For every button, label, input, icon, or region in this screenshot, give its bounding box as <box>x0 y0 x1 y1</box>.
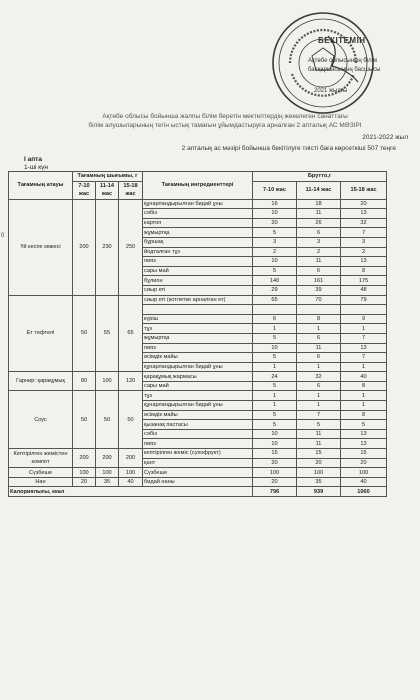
approval-stamp <box>258 6 418 126</box>
brutto-value: 15 <box>297 449 341 459</box>
calories-value: 796 <box>253 487 297 497</box>
brutto-value: 100 <box>341 468 387 478</box>
yield-age-header: 15-18 жас <box>119 181 143 199</box>
brutto-value: 8 <box>341 410 387 420</box>
calories-value: 1060 <box>341 487 387 497</box>
brutto-value: 1 <box>253 324 297 334</box>
ingredient-name: пияз <box>143 343 253 353</box>
table-row <box>9 477 387 487</box>
brutto-value: 24 <box>253 372 297 382</box>
ingredient-name: сиыр еті (котлетке арналған ет) <box>143 295 253 305</box>
brutto-value: 11 <box>297 429 341 439</box>
dish-yield: 50 <box>73 391 96 449</box>
brutto-value: 16 <box>253 199 297 209</box>
brutto-value: 18 <box>297 199 341 209</box>
approval-line: басқармасының басшысы <box>308 67 381 73</box>
dish-yield: 200 <box>73 449 96 468</box>
brutto-value: 70 <box>297 295 341 305</box>
ingredient-name: йодталған тұз <box>143 247 253 257</box>
brutto-value: 26 <box>297 218 341 228</box>
brutto-value: 2 <box>341 247 387 257</box>
brutto-value: 48 <box>341 285 387 295</box>
ingredient-name: сары май <box>143 381 253 391</box>
dish-yield: 200 <box>96 449 119 468</box>
brutto-value: 140 <box>253 276 297 286</box>
brutto-value: 10 <box>253 429 297 439</box>
yield-header: Тағамның шығымы, г <box>73 172 143 182</box>
ingredient-name: сәбіз <box>143 209 253 219</box>
brutto-value: 5 <box>253 228 297 238</box>
brutto-value: 100 <box>253 468 297 478</box>
ingredient-name: пияз <box>143 439 253 449</box>
dish-yield: 80 <box>73 372 96 391</box>
ingredient-name: сары май <box>143 266 253 276</box>
brutto-value: 5 <box>253 266 297 276</box>
ingredient-name: тұз <box>143 391 253 401</box>
brutto-value: 13 <box>341 439 387 449</box>
ingredient-name: жұмыртқа <box>143 333 253 343</box>
table-row <box>9 468 387 478</box>
ingredient-name: жұмыртқа <box>143 228 253 238</box>
ingredient-name: тұз <box>143 324 253 334</box>
total-row <box>9 487 387 497</box>
calories-label: Калориялығы, ккал <box>9 487 253 497</box>
brutto-header: Брутто,г <box>253 172 387 182</box>
brutto-value: 65 <box>253 295 297 305</box>
margin-mark: 0 <box>1 233 5 239</box>
ingredient-name: күріш <box>143 314 253 324</box>
brutto-value: 5 <box>253 381 297 391</box>
brutto-value: 9 <box>341 314 387 324</box>
brutto-value: 8 <box>341 266 387 276</box>
brutto-value: 7 <box>297 410 341 420</box>
yield-age-header: 11-14 жас <box>96 181 119 199</box>
brutto-value: 11 <box>297 439 341 449</box>
brutto-value: 1 <box>297 324 341 334</box>
dish-yield: 230 <box>96 199 119 295</box>
brutto-value <box>341 305 387 315</box>
dish-name: Гарнир: қарақұмық <box>9 372 73 391</box>
document-title-line2: білім алушыларының тегін ыстық тамағын ұйымдастыруға арналған 2 апталық АС МӘЗІРІ <box>88 122 362 129</box>
brutto-value: 11 <box>297 343 341 353</box>
brutto-value: 175 <box>341 276 387 286</box>
brutto-value: 13 <box>341 429 387 439</box>
dish-name: Үй кеспе көжесі <box>9 199 73 295</box>
brutto-value: 6 <box>297 266 341 276</box>
dish-yield: 50 <box>73 295 96 372</box>
brutto-value: 7 <box>341 353 387 363</box>
table-row <box>9 199 387 209</box>
ingredient-name: өсімдік майы <box>143 353 253 363</box>
brutto-value: 1 <box>253 362 297 372</box>
calories-value: 939 <box>297 487 341 497</box>
brutto-value: 32 <box>341 218 387 228</box>
brutto-value: 100 <box>297 468 341 478</box>
dish-name: Ет тефтелі <box>9 295 73 372</box>
brutto-value: 1 <box>341 401 387 411</box>
brutto-value: 11 <box>297 257 341 267</box>
brutto-value: 1 <box>341 324 387 334</box>
brutto-value: 15 <box>253 449 297 459</box>
brutto-value: 1 <box>253 391 297 401</box>
brutto-value: 7 <box>341 333 387 343</box>
brutto-value: 1 <box>341 362 387 372</box>
ingredient-name: картоп <box>143 218 253 228</box>
brutto-value: 6 <box>297 381 341 391</box>
brutto-value: 11 <box>297 209 341 219</box>
brutto-value: 1 <box>297 362 341 372</box>
brutto-value: 5 <box>341 420 387 430</box>
ingredient-name: пияз <box>143 257 253 267</box>
brutto-value: 13 <box>341 257 387 267</box>
ingredient-name: қант <box>143 458 253 468</box>
brutto-value: 1 <box>253 401 297 411</box>
ingredient-name <box>143 305 253 315</box>
approval-title: БЕКІТЕМІН <box>318 36 366 45</box>
ingredient-name: сәбіз <box>143 429 253 439</box>
brutto-value: 20 <box>341 199 387 209</box>
brutto-age-header: 11-14 жас <box>297 181 341 199</box>
brutto-value: 29 <box>253 285 297 295</box>
brutto-value: 5 <box>297 420 341 430</box>
brutto-value <box>253 305 297 315</box>
document-year: 2021-2022 жыл <box>362 134 408 141</box>
dish-yield: 100 <box>96 468 119 478</box>
table-row <box>9 449 387 459</box>
brutto-age-header: 15-18 жас <box>341 181 387 199</box>
brutto-value: 10 <box>253 257 297 267</box>
brutto-value: 20 <box>341 458 387 468</box>
brutto-value: 32 <box>297 372 341 382</box>
brutto-value: 3 <box>297 237 341 247</box>
price-note: 2 апталық ас мәзірі бойынша бекітілуге тиісті баға көрсеткіші 507 теңге <box>181 145 396 152</box>
dish-name: Кептірілген жемістен компот <box>9 449 73 468</box>
brutto-value: 1 <box>297 391 341 401</box>
brutto-value: 13 <box>341 343 387 353</box>
ingredient-name: Сүзбеше <box>143 468 253 478</box>
ingredient-name: бұршақ <box>143 237 253 247</box>
brutto-value: 6 <box>297 353 341 363</box>
ingredient-name: құнарландырылған бидай ұны <box>143 401 253 411</box>
dish-yield: 20 <box>73 477 96 487</box>
table-row <box>9 391 387 401</box>
brutto-value: 161 <box>297 276 341 286</box>
dish-yield: 35 <box>96 477 119 487</box>
ingredient-name: бұлион <box>143 276 253 286</box>
brutto-value: 10 <box>253 209 297 219</box>
brutto-value: 8 <box>297 314 341 324</box>
ingredient-name: қарақұмық жармасы <box>143 372 253 382</box>
dish-yield: 65 <box>119 295 143 372</box>
dish-name-header: Тағамның атауы <box>9 172 73 200</box>
week-label: I апта <box>24 156 42 163</box>
ingredient-name: сиыр еті <box>143 285 253 295</box>
ingredient-name: бидай наны <box>143 477 253 487</box>
brutto-value: 1 <box>297 401 341 411</box>
brutto-value: 5 <box>253 333 297 343</box>
table-row <box>9 295 387 305</box>
brutto-value: 3 <box>253 237 297 247</box>
dish-yield: 50 <box>96 391 119 449</box>
brutto-value: 5 <box>253 353 297 363</box>
ingredients-header: Тағамның ингредиенттері <box>143 172 253 200</box>
brutto-value: 7 <box>341 228 387 238</box>
brutto-value: 10 <box>253 343 297 353</box>
dish-name: Соус <box>9 391 73 449</box>
dish-yield: 100 <box>73 468 96 478</box>
brutto-value: 5 <box>253 420 297 430</box>
brutto-value: 5 <box>253 410 297 420</box>
menu-table <box>8 171 387 497</box>
day-label: 1-ші күн <box>24 164 48 171</box>
brutto-value: 10 <box>253 439 297 449</box>
brutto-value: 6 <box>297 333 341 343</box>
dish-name: Нан <box>9 477 73 487</box>
brutto-value: 6 <box>253 314 297 324</box>
brutto-value: 20 <box>297 458 341 468</box>
brutto-age-header: 7-10 жас <box>253 181 297 199</box>
brutto-value: 20 <box>253 477 297 487</box>
dish-yield: 55 <box>96 295 119 372</box>
brutto-value: 8 <box>341 381 387 391</box>
ingredient-name: қызанақ пастасы <box>143 420 253 430</box>
brutto-value: 2 <box>253 247 297 257</box>
brutto-value: 20 <box>253 458 297 468</box>
ingredient-name: құнарландырылған бидай ұны <box>143 362 253 372</box>
dish-yield: 200 <box>73 199 96 295</box>
brutto-value: 20 <box>253 218 297 228</box>
dish-yield: 120 <box>119 372 143 391</box>
brutto-value: 6 <box>297 228 341 238</box>
brutto-value: 79 <box>341 295 387 305</box>
brutto-value: 39 <box>297 285 341 295</box>
brutto-value <box>297 305 341 315</box>
yield-age-header: 7-10 жас <box>73 181 96 199</box>
dish-name: Сүзбеше <box>9 468 73 478</box>
dish-yield: 40 <box>119 477 143 487</box>
approval-date: 2021 жылғы <box>314 88 348 94</box>
dish-yield: 50 <box>119 391 143 449</box>
dish-yield: 200 <box>119 449 143 468</box>
document-title-line1: Ақтөбе облысы бойынша жалпы білім беретін мектептердің жекелеген санаттағы <box>102 113 348 120</box>
brutto-value: 3 <box>341 237 387 247</box>
dish-yield: 100 <box>119 468 143 478</box>
brutto-value: 15 <box>341 449 387 459</box>
ingredient-name: өсімдік майы <box>143 410 253 420</box>
brutto-value: 35 <box>297 477 341 487</box>
brutto-value: 1 <box>341 391 387 401</box>
ingredient-name: кептірілген жеміс (сухофрукт) <box>143 449 253 459</box>
approval-line: Ақтөбе облысының білім <box>308 58 378 64</box>
brutto-value: 13 <box>341 209 387 219</box>
dish-yield: 250 <box>119 199 143 295</box>
brutto-value: 40 <box>341 477 387 487</box>
brutto-value: 2 <box>297 247 341 257</box>
brutto-value: 40 <box>341 372 387 382</box>
table-row <box>9 372 387 382</box>
dish-yield: 100 <box>96 372 119 391</box>
ingredient-name: құнарландырылған бидай ұны <box>143 199 253 209</box>
